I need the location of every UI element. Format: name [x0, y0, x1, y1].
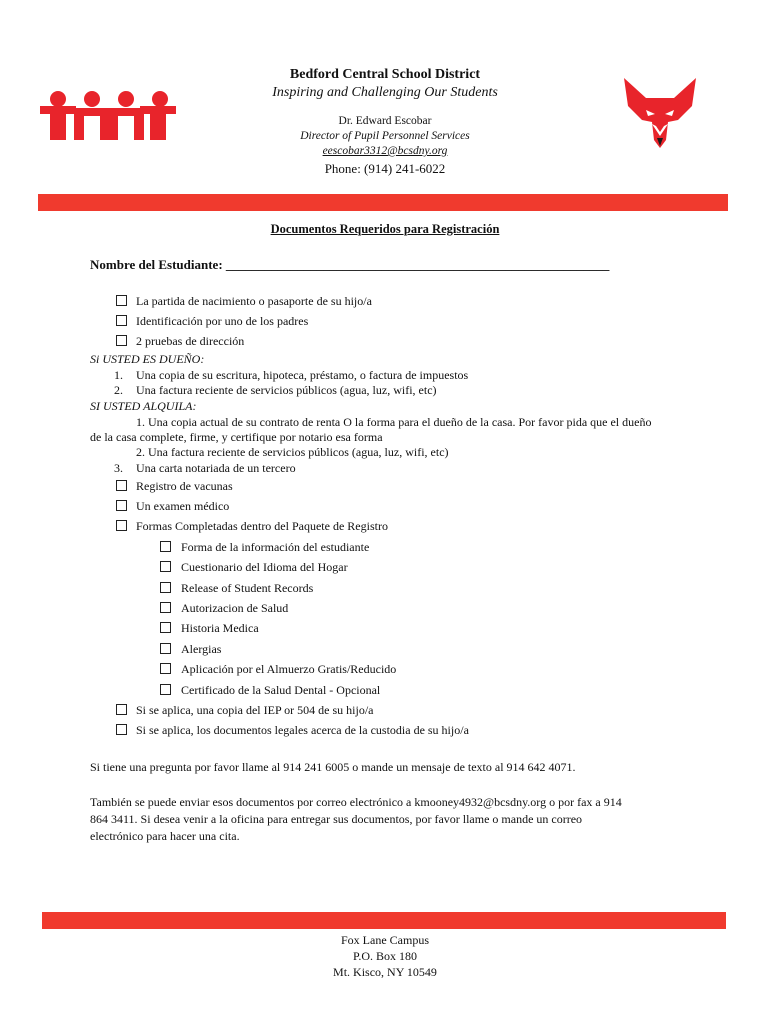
checkbox-sub-student-info[interactable] — [160, 541, 171, 552]
director-email-link[interactable]: eescobar3312@bcsdny.org — [322, 145, 448, 157]
contact-email-line-1: También se puede enviar esos documentos por correo electrónico a kmooney4932@bcsdny.org o por fax a 914 — [90, 795, 622, 809]
footer-po-box: P.O. Box 180 — [352, 949, 417, 963]
checkbox-sub-medical-history[interactable] — [160, 622, 171, 633]
sub-item-label: Autorizacion de Salud — [181, 601, 289, 615]
checkbox-sub-lunch-application[interactable] — [160, 663, 171, 674]
director-name: Dr. Edward Escobar — [338, 115, 432, 127]
checkbox-iep[interactable] — [116, 704, 127, 715]
item-birth-label: La partida de nacimiento o pasaporte de su hijo/a — [136, 294, 372, 308]
checkbox-forms[interactable] — [116, 520, 127, 531]
item-address-label: 2 pruebas de dirección — [136, 334, 245, 348]
checkbox-address[interactable] — [116, 335, 127, 346]
district-name: Bedford Central School District — [289, 67, 481, 82]
owner-header: Si USTED ES DUEÑO: — [90, 352, 205, 366]
checkbox-sub-dental-certificate[interactable] — [160, 684, 171, 695]
renter-item-3-number: 3. — [114, 461, 123, 475]
sub-item-label: Alergias — [181, 642, 222, 656]
footer-campus: Fox Lane Campus — [341, 933, 429, 947]
contact-email-line-2: 864 3411. Si desea venir a la oficina para entregar sus documentos, por favor llame o mande un correo — [90, 812, 583, 826]
renter-item-3: Una carta notariada de un tercero — [136, 461, 296, 475]
checkbox-birth[interactable] — [116, 295, 127, 306]
item-custody-label: Si se aplica, los documentos legales acerca de la custodia de su hijo/a — [136, 723, 469, 737]
footer-city: Mt. Kisco, NY 10549 — [333, 965, 437, 979]
checkbox-sub-records-release[interactable] — [160, 582, 171, 593]
item-vaccines-label: Registro de vacunas — [136, 479, 233, 493]
sub-item-label: Forma de la información del estudiante — [181, 540, 370, 554]
renter-item-1b: de la casa complete, firme, y certifique por notario esa forma — [90, 430, 383, 444]
contact-question: Si tiene una pregunta por favor llame al 914 241 6005 o mande un mensaje de texto al 914 642 4071. — [90, 760, 576, 774]
owner-item-1-number: 1. — [114, 368, 123, 382]
district-motto: Inspiring and Challenging Our Students — [272, 85, 498, 100]
director-title: Director of Pupil Personnel Services — [300, 130, 470, 142]
sub-item-label: Certificado de la Salud Dental - Opcional — [181, 683, 381, 697]
checkbox-parent-id[interactable] — [116, 315, 127, 326]
owner-item-1: Una copia de su escritura, hipoteca, préstamo, o factura de impuestos — [136, 368, 469, 382]
director-phone: Phone: (914) 241-6022 — [324, 161, 446, 176]
fox-logo-icon — [622, 76, 698, 150]
item-forms-label: Formas Completadas dentro del Paquete de Registro — [136, 519, 388, 533]
bottom-divider-bar — [42, 912, 726, 929]
district-logo-icon — [40, 90, 176, 142]
item-parent-id-label: Identificación por uno de los padres — [136, 314, 309, 328]
renter-item-2: 2. Una factura reciente de servicios públicos (agua, luz, wifi, etc) — [136, 445, 449, 459]
checkbox-medical[interactable] — [116, 500, 127, 511]
owner-item-2: Una factura reciente de servicios públicos (agua, luz, wifi, etc) — [136, 383, 437, 397]
checkbox-sub-allergies[interactable] — [160, 643, 171, 654]
sub-item-label: Release of Student Records — [181, 581, 314, 595]
owner-item-2-number: 2. — [114, 383, 123, 397]
item-medical-label: Un examen médico — [136, 499, 230, 513]
checkbox-vaccines[interactable] — [116, 480, 127, 491]
checkbox-sub-home-language[interactable] — [160, 561, 171, 572]
sub-item-label: Aplicación por el Almuerzo Gratis/Reducido — [181, 662, 397, 676]
item-iep-label: Si se aplica, una copia del IEP or 504 de su hijo/a — [136, 703, 374, 717]
checkbox-custody[interactable] — [116, 724, 127, 735]
renter-header: SI USTED ALQUILA: — [90, 399, 197, 413]
footer-address — [0, 932, 770, 980]
top-divider-bar — [38, 194, 728, 211]
contact-email-paragraph — [90, 794, 622, 845]
renter-item-1a: 1. Una copia actual de su contrato de renta O la forma para el dueño de la casa. Por favor pida que el dueño — [136, 415, 652, 429]
letterhead — [200, 66, 570, 177]
student-name-field[interactable]: Nombre del Estudiante: ___________________________________________________________ — [90, 257, 610, 272]
contact-email-line-3: electrónico para hacer una cita. — [90, 829, 240, 843]
sub-item-label: Historia Medica — [181, 621, 259, 635]
document-title: Documentos Requeridos para Registración — [270, 222, 500, 236]
sub-item-label: Cuestionario del Idioma del Hogar — [181, 560, 348, 574]
checkbox-sub-health-authorization[interactable] — [160, 602, 171, 613]
